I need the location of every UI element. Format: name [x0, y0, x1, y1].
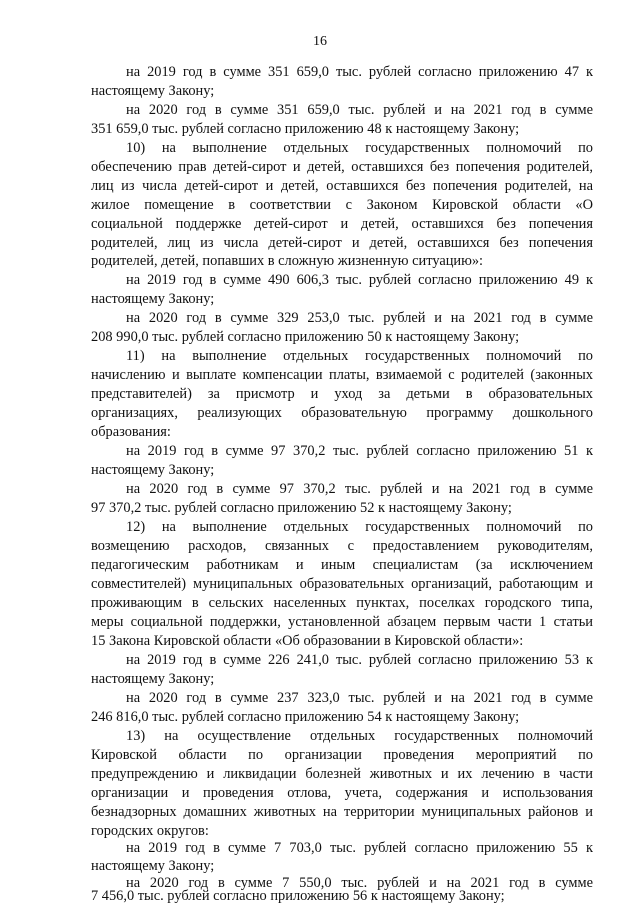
text-line: жилое помещение в соответствии с Законом Кировской области «О: [91, 197, 593, 213]
text-line: предупреждению и ликвидации болезней животных и их лечению в части: [91, 766, 593, 782]
text-line: на 2019 год в сумме 226 241,0 тыс. рублей согласно приложению 53 к: [126, 652, 593, 668]
text-line: настоящему Закону;: [91, 291, 215, 307]
text-line: настоящему Закону;: [91, 858, 215, 874]
text-line: лиц из числа детей-сирот и детей, оставшихся без попечения родителей, на: [91, 178, 593, 194]
text-line: 7 456,0 тыс. рублей согласно приложению 56 к настоящему Закону;: [91, 888, 505, 904]
text-line: на 2020 год в сумме 97 370,2 тыс. рублей и на 2021 год в сумме: [126, 481, 593, 497]
text-line: 351 659,0 тыс. рублей согласно приложению 48 к настоящему Закону;: [91, 121, 520, 137]
text-line: организациях, реализующих образовательную программу дошкольного: [91, 405, 593, 421]
text-line: педагогическим работникам и иным специалистам (за исключением: [91, 557, 593, 573]
text-line: на 2019 год в сумме 7 703,0 тыс. рублей согласно приложению 55 к: [126, 840, 593, 856]
text-line: совместителей) муниципальных образовательных организаций, работающим и: [91, 576, 593, 592]
text-line: 11) на выполнение отдельных государственных полномочий по: [126, 348, 593, 364]
text-line: организации и проведения отлова, учета, содержания и использования: [91, 785, 593, 801]
text-line: 12) на выполнение отдельных государственных полномочий по: [126, 519, 593, 535]
text-line: 246 816,0 тыс. рублей согласно приложению 54 к настоящему Закону;: [91, 709, 520, 725]
text-line: на 2020 год в сумме 7 550,0 тыс. рублей и на 2021 год в сумме: [126, 875, 593, 891]
text-line: начислению и выплате компенсации платы, взимаемой с родителей (законных: [91, 367, 593, 383]
text-line: представителей) за присмотр и уход за детьми в образовательных: [91, 386, 593, 402]
text-line: 10) на выполнение отдельных государственных полномочий по: [126, 140, 593, 156]
text-line: социальной поддержке детей-сирот и детей, оставшихся без попечения: [91, 216, 593, 232]
text-line: обеспечению прав детей-сирот и детей, оставшихся без попечения родителей,: [91, 159, 593, 175]
text-line: городских округов:: [91, 823, 209, 839]
text-line: 13) на осуществление отдельных государственных полномочий: [126, 728, 593, 744]
text-line: Кировской области по организации проведения мероприятий по: [91, 747, 593, 763]
text-line: родителей, детей, попавших в сложную жизненную ситуацию»:: [91, 253, 484, 269]
text-line: на 2019 год в сумме 97 370,2 тыс. рублей согласно приложению 51 к: [126, 443, 593, 459]
text-line: на 2020 год в сумме 329 253,0 тыс. рублей и на 2021 год в сумме: [126, 310, 593, 326]
text-line: 15 Закона Кировской области «Об образовании в Кировской области»:: [91, 633, 524, 649]
text-line: настоящему Закону;: [91, 462, 215, 478]
page-number: 16: [313, 34, 327, 49]
text-line: на 2020 год в сумме 351 659,0 тыс. рублей и на 2021 год в сумме: [126, 102, 593, 118]
text-line: 208 990,0 тыс. рублей согласно приложению 50 к настоящему Закону;: [91, 329, 520, 345]
text-line: 97 370,2 тыс. рублей согласно приложению 52 к настоящему Закону;: [91, 500, 512, 516]
text-line: настоящему Закону;: [91, 83, 215, 99]
text-line: настоящему Закону;: [91, 671, 215, 687]
text-line: меры социальной поддержки, установленной абзацем первым части 1 статьи: [91, 614, 593, 630]
text-line: на 2020 год в сумме 237 323,0 тыс. рублей и на 2021 год в сумме: [126, 690, 593, 706]
text-line: проживающим в сельских населенных пунктах, поселках городского типа,: [91, 595, 593, 611]
text-line: на 2019 год в сумме 351 659,0 тыс. рублей согласно приложению 47 к: [126, 64, 593, 80]
text-line: родителей, лиц из числа детей-сирот и детей, оставшихся без попечения: [91, 235, 593, 251]
text-line: образования:: [91, 424, 171, 440]
text-line: на 2019 год в сумме 490 606,3 тыс. рублей согласно приложению 49 к: [126, 272, 593, 288]
text-line: возмещению расходов, связанных с предоставлением руководителям,: [91, 538, 593, 554]
text-line: безнадзорных домашних животных на территории муниципальных районов и: [91, 804, 593, 820]
